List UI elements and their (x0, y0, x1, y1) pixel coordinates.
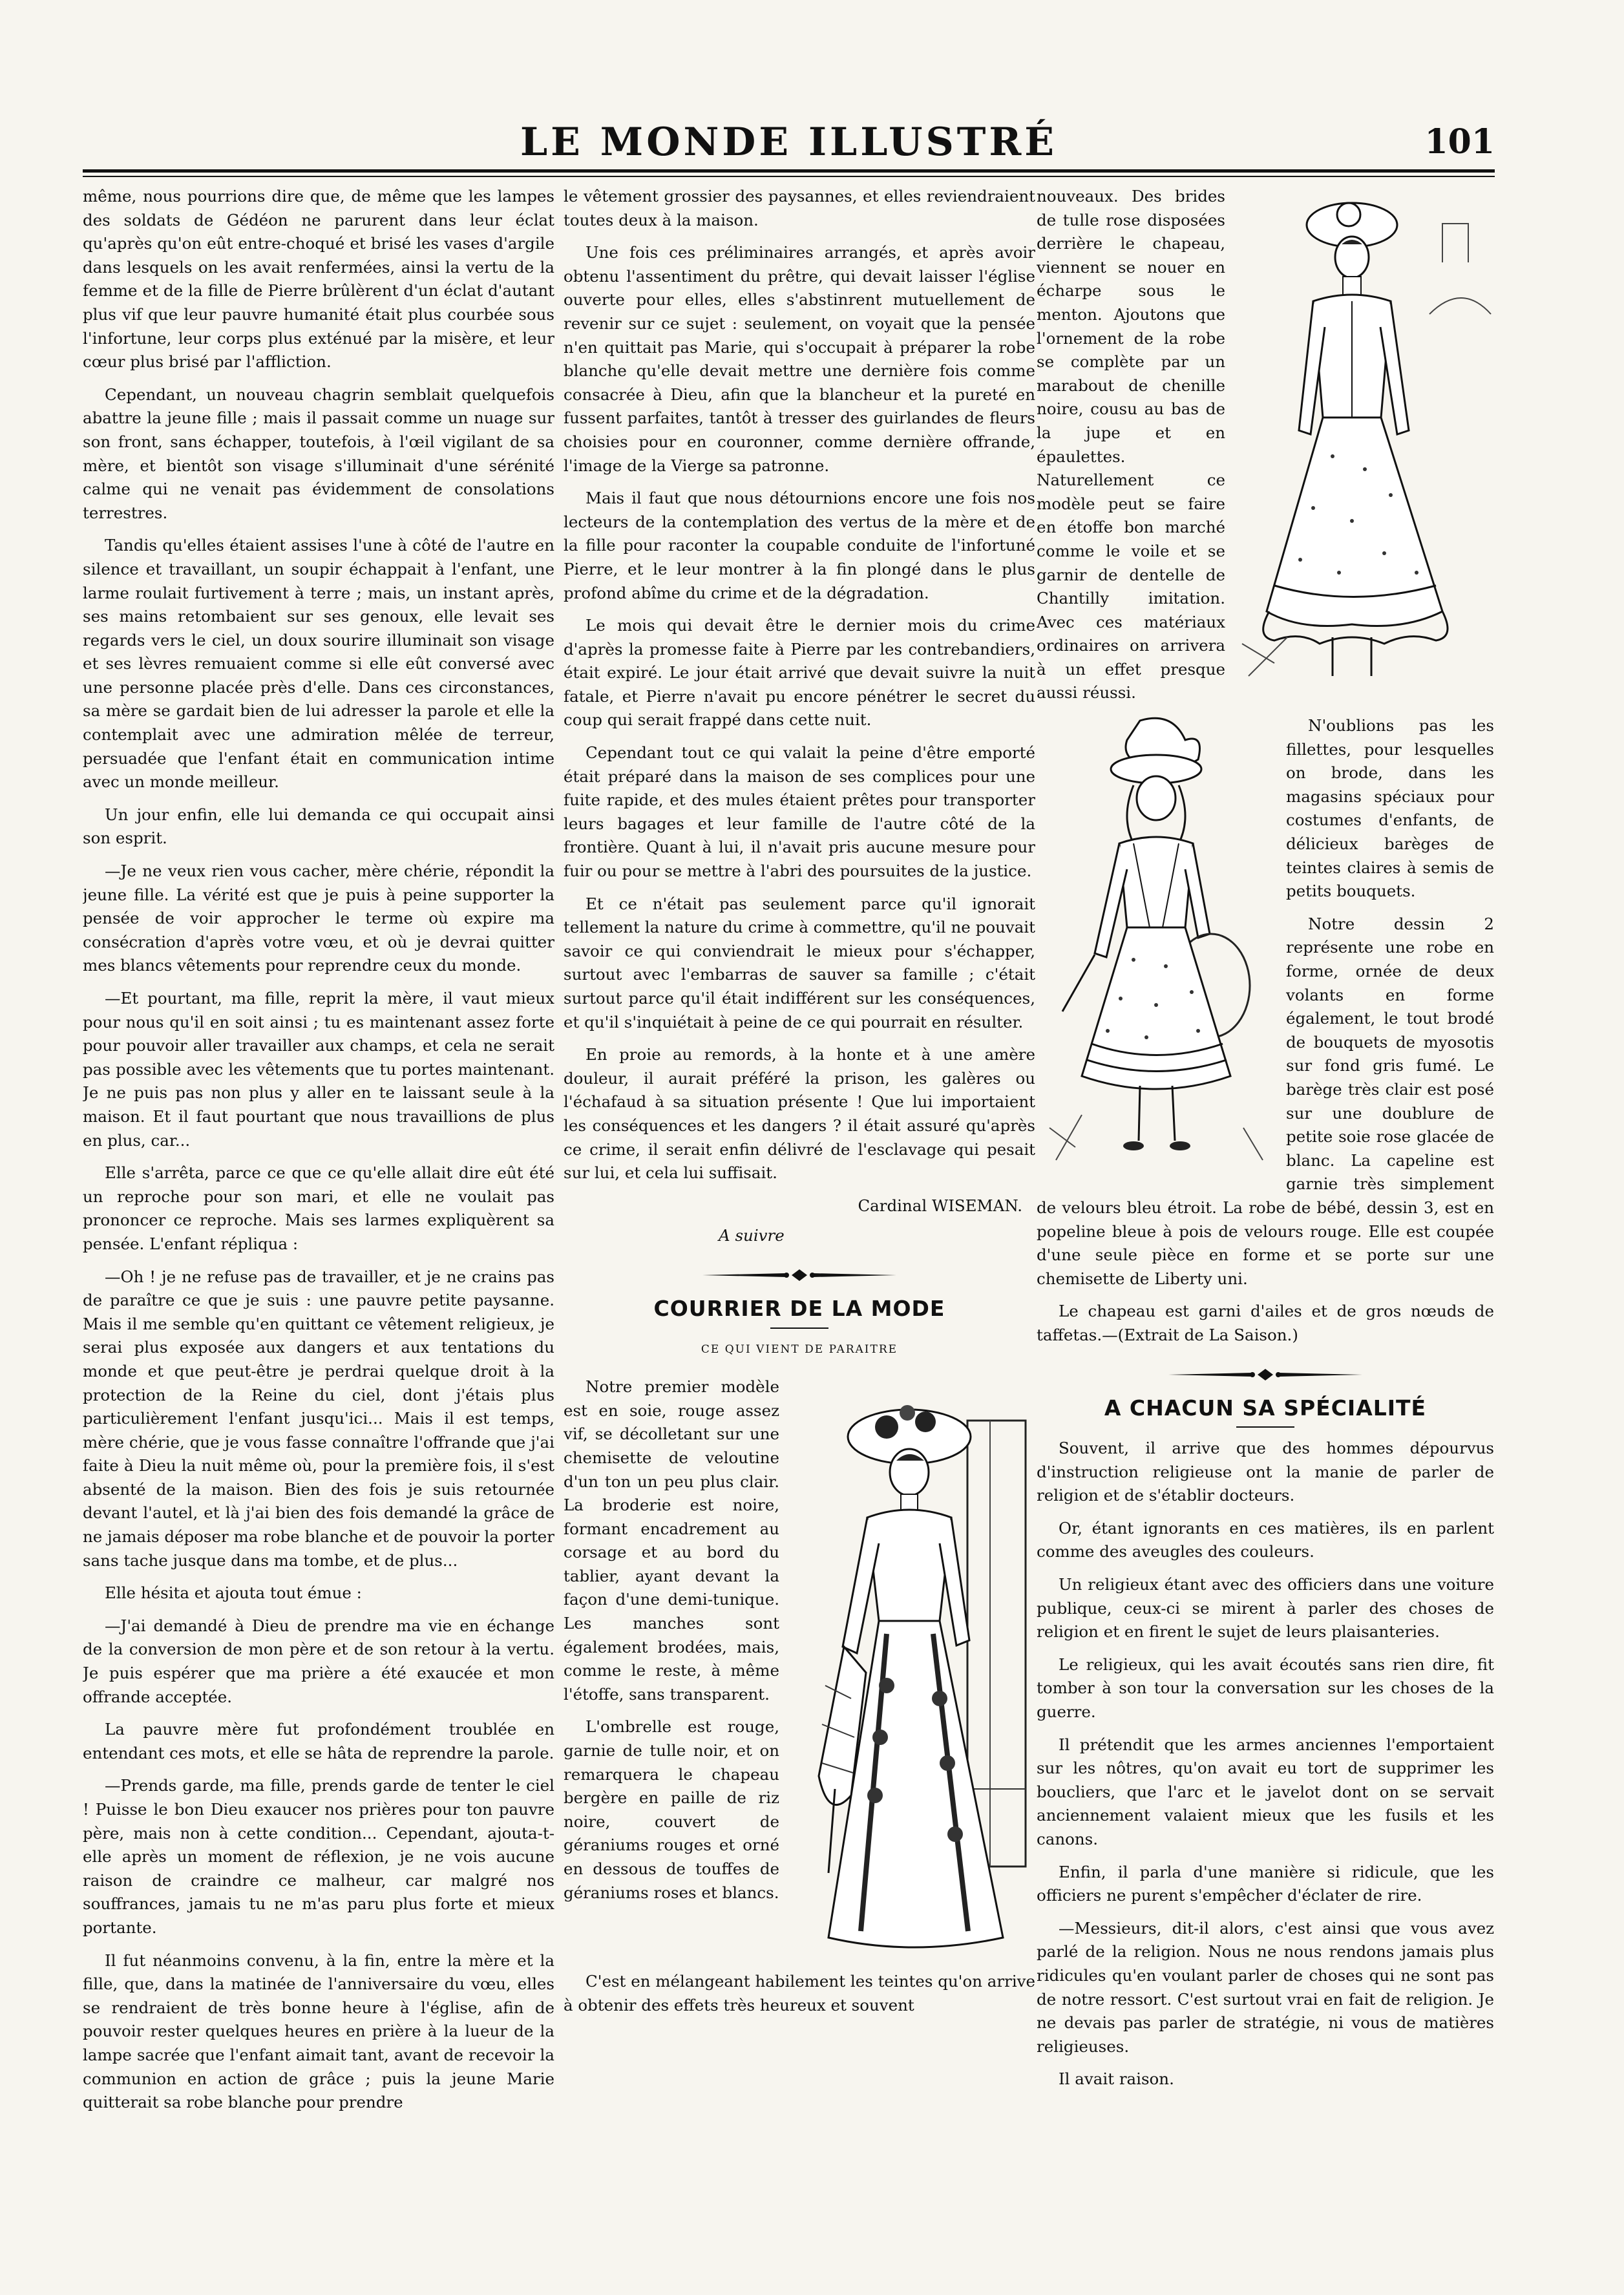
ornamental-separator (690, 1267, 909, 1283)
header-rule-thick (83, 169, 1495, 173)
paragraph: Elle s'arrêta, parce ce que ce qu'elle allait dire eût été un reproche pour son mari, et elle ne voulait pas prononcer ce reproche. Mais ses larmes expliquèrent sa pensée. L'enfant répliqua : (83, 1163, 554, 1253)
section-subtitle: CE QUI VIENT DE PARAITRE (701, 1342, 898, 1356)
paragraph: Cependant tout ce qui valait la peine d'être emporté était préparé dans la maison de ses complices pour une fuite rapide, et des mules étaient prêtes pour transporter leurs bagages et leur famille de l'autre côté de la frontière. Quant à lui, il n'avait pris aucune mesure pour fuir ou pour se mettre à l'abri des poursuites de la justice. (564, 743, 1035, 881)
paragraph: Le chapeau est garni d'ailes et de gros nœuds de taffetas.—(Extrait de La Saison.) (1037, 1302, 1494, 1344)
page-number: 101 (1424, 122, 1495, 162)
paragraph: Une fois ces préliminaires arrangés, et après avoir obtenu l'assentiment du prêtre, qui devait laisser l'église ouverte pour elles, elles s'abstinrent mutuellement de revenir sur ce sujet : seulement, on voyait que la pensée n'en quittait pas Marie, qui s'occupait à préparer la robe blanche qu'elle devait mettre une dernière fois comme consacrée à Dieu, afin que la blancheur et la pureté en fussent parfaites, tantôt à tresser des guirlandes de fleurs choisies pour en couronner, comme dernière offrande, l'image de la Vierge sa patronne. (564, 243, 1035, 475)
column-3 (1037, 185, 1494, 2130)
paragraph: Tandis qu'elles étaient assises l'une à côté de l'autre en silence et travaillant, un soupir échappait à l'enfant, une larme roulait furtivement à terre ; mais, un instant après, ses mains retombaient sur ses genoux, elle levait ses regards vers le ciel, un doux sourire illuminait son visage et ses lèvres remuaient comme si elle eût conversé avec une personne placée près d'elle. Dans ces circonstances, sa mère se gardait bien de lui adresser la parole et elle la contemplait avec une admiration mêlée de terreur, persuadée que l'enfant était en communication intime avec un monde meilleur. (83, 536, 554, 792)
paragraph: Notre dessin 2 représente une robe en forme, ornée de deux volants en forme également, le tout brodé de bouquets de myosotis sur fond gris fumé. Le barège très clair est posé sur une doublure de petite soie rose glacée de blanc. La capeline est garnie très simplement de velours bleu étroit. La robe de bébé, dessin 3, est en popeline bleue à pois de velours rouge. Elle est coupée d'une seule pièce en forme et se porte sur une chemisette de Liberty uni. (1037, 914, 1494, 1288)
column-2 (564, 185, 1035, 2130)
paragraph: Et ce n'était pas seulement parce qu'il ignorait tellement la nature du crime à commettre, qu'il ne pouvait savoir ce qui conviendrait le mieux pour s'échapper, surtout avec l'embarras de sauver sa famille ; c'était surtout parce qu'il était indifférent sur les conséquences, et qu'il s'inquiétait à peine de ce qui pourrait en résulter. (564, 894, 1035, 1031)
paragraph: le vêtement grossier des paysannes, et elles reviendraient toutes deux à la maison. (564, 187, 1035, 229)
fashion-illustration-1 (790, 1375, 1035, 1963)
title-rule (1236, 1426, 1294, 1428)
paragraph: Elle hésita et ajouta tout émue : (105, 1583, 362, 1603)
paragraph: —Oh ! je ne refuse pas de travailler, et je ne crains pas de paraître ce que je suis : une pauvre petite paysanne. Mais il me semble qu'en quittant ce vêtement religieux, je serai plus exposée aux dangers et aux tentations du monde et que peut-être je perdrai quelque droit à la protection de la Reine du ciel, dont j'étais plus particulièrement l'enfant jusqu'ici... Mais il est temps, mère chérie, que je vous fasse connaître l'offrande que j'ai faite à Dieu la nuit même où, pour la première fois, il s'est absenté de la maison. Bien des fois je suis retournée devant l'autel, et là j'ai bien des fois demandé la grâce de ne jamais déposer ma robe blanche et de pouvoir la porter sans tache jusque dans ma tombe, et de plus... (83, 1267, 554, 1570)
title-rule (770, 1327, 828, 1329)
paragraph: —Messieurs, dit-il alors, c'est ainsi que vous avez parlé de la religion. Nous ne nous rendons jamais plus ridicules qu'en voulant parler de choses qui ne sont pas de notre ressort. C'est surtout vrai en fait de religion. Je ne devais pas parler de stratégie, ni vous de matières religieuses. (1037, 1918, 1494, 2056)
paragraph: Le mois qui devait être le dernier mois du crime d'après la promesse faite à Pierre par les contrebandiers, était expiré. Le jour était arrivé que devait suivre la nuit fatale, et Pierre n'avait pu encore pénétrer le secret du coup qui serait frappé dans cette nuit. (564, 616, 1035, 730)
fashion-illustration-3 (1037, 714, 1276, 1174)
paragraph: Mais il faut que nous détournions encore une fois nos lecteurs de la contemplation des vertus de la mère et de la fille pour raconter la coupable conduite de l'infortuné Pierre, et le leur montrer à la fin plongé dans le plus profond abîme du crime et de la dégradation. (564, 489, 1035, 602)
paragraph: Un religieux étant avec des officiers dans une voiture publique, ceux-ci se mirent à parler des choses de religion et en firent le sujet de leurs plaisanteries. (1037, 1575, 1494, 1642)
paragraph: Il avait raison. (1059, 2069, 1174, 2089)
to-be-continued: A suivre (719, 1226, 785, 1245)
paragraph: —Je ne veux rien vous cacher, mère chérie, répondit la jeune fille. La vérité est que je puis à peine supporter la pensée de voir approcher le terme où expire ma consécration d'après votre vœu, et où je devrai quitter mes blancs vêtements pour reprendre ceux du monde. (83, 862, 554, 975)
header-rule-thin (83, 176, 1495, 177)
paragraph: En proie au remords, à la honte et à une amère douleur, il aurait préféré la prison, les galères ou l'échafaud à sa situation présente ! Que lui importaient les conséquences et les dangers ? il était assuré qu'après ce crime, il serait enfin délivré de l'esclavage qui pesait sur lui, et cela lui suffisait. (564, 1045, 1035, 1183)
paragraph: C'est en mélangeant habilement les teintes qu'on arrive à obtenir des effets très heureux et souvent (564, 1972, 1035, 2015)
paragraph: N'oublions pas les fillettes, pour lesquelles on brode, dans les magasins spéciaux pour costumes d'enfants, de délicieux barèges de teintes claires à semis de petits bouquets. (1286, 716, 1494, 901)
paragraph: L'ombrelle est rouge, garnie de tulle noir, et on remarquera le chapeau bergère en paille de riz noire, couvert de géraniums rouges et orné en dessous de touffes de géraniums roses et blancs. (564, 1717, 779, 1902)
paragraph: Il fut néanmoins convenu, à la fin, entre la mère et la fille, que, dans la matinée de l'anniversaire du vœu, elles se rendraient de très bonne heure à l'église, afin de pouvoir rester quelques heures en prière à la lueur de la lampe sacrée que l'enfant aimait tant, avant de recevoir la communion en action de grâce ; puis la jeune Marie quitterait sa robe blanche pour prendre (83, 1951, 554, 2112)
paragraph: Notre premier modèle est en soie, rouge assez vif, se décolletant sur une chemisette de veloutine d'un ton un peu plus clair. La broderie est noire, formant encadrement au corsage et au bord du tablier, ayant devant la façon d'une demi-tunique. Les manches sont également brodées, mais, comme le reste, à même l'étoffe, sans transparent. (564, 1377, 779, 1704)
section-title-chacun: A CHACUN SA SPÉCIALITÉ (1104, 1395, 1427, 1421)
paragraph: —J'ai demandé à Dieu de prendre ma vie en échange de la conversion de mon père et de son retour à la vertu. Je puis espérer que ma prière a été exaucée et mon offrande acceptée. (83, 1616, 554, 1706)
paragraph: Or, étant ignorants en ces matières, ils en parlent comme des aveugles des couleurs. (1037, 1518, 1494, 1561)
page-header (83, 120, 1495, 165)
paragraph: Souvent, il arrive que des hommes dépourvus d'instruction religieuse ont la manie de parler de religion et de s'établir docteurs. (1037, 1439, 1494, 1505)
paragraph: Il prétendit que les armes anciennes l'emportaient sur les nôtres, qu'on avait eu tort de supprimer les boucliers, que l'arc et le javelot dont on se servait anciennement valaient mieux que les fusils et les canons. (1037, 1735, 1494, 1848)
paragraph: Le religieux, qui les avait écoutés sans rien dire, fit tomber à son tour la conversation sur les choses de la guerre. (1037, 1655, 1494, 1722)
paragraph: —Et pourtant, ma fille, reprit la mère, il vaut mieux pour nous qu'il en soit ainsi ; tu es maintenant assez forte pour pouvoir aller travailler aux champs, et cela ne serait pas possible avec les vêtements que tu portes maintenant. Je ne puis pas non plus y aller en te laissant seule à la maison. Et il faut pourtant que nous travaillions de plus en plus, car... (83, 989, 554, 1150)
fashion-illustration-2 (1236, 185, 1494, 682)
paragraph: La pauvre mère fut profondément troublée en entendant ces mots, et elle se hâta de reprendre la parole. (83, 1720, 554, 1762)
column-1 (83, 185, 554, 2130)
paragraph: Un jour enfin, elle lui demanda ce qui occupait ainsi son esprit. (83, 805, 554, 848)
section-title-courrier: COURRIER DE LA MODE (653, 1295, 945, 1321)
paragraph: même, nous pourrions dire que, de même que les lampes des soldats de Gédéon ne parurent dans leur éclat qu'après qu'on eût entre-choqué et brisé les vases d'argile dans lesquels on les avait renfermées, ainsi la vertu de la femme et de la fille de Pierre brûlèrent d'un éclat d'autant plus vif que leur pauvre humanité était plus courbée sous l'infortune, leur corps plus exténué par la misère, et leur cœur plus brisé par l'affliction. (83, 187, 554, 372)
ornamental-separator (1155, 1367, 1375, 1382)
author-signature: Cardinal WISEMAN. (858, 1196, 1022, 1215)
paragraph: —Prends garde, ma fille, prends garde de tenter le ciel ! Puisse le bon Dieu exaucer nos prières pour ton pauvre père, mais non à cette condition... Cependant, ajouta-t-elle après un moment de réflexion, je ne vois aucune raison de craindre ce malheur, car malgré nos souffrances, jamais tu ne m'as paru plus forte et mieux portante. (83, 1776, 554, 1937)
masthead: LE MONDE ILLUSTRÉ (520, 120, 1058, 165)
paragraph: Cependant, un nouveau chagrin semblait quelquefois abattre la jeune fille ; mais il passait comme un nuage sur son front, sans échapper, toutefois, à l'œil vigilant de sa mère, et bientôt son visage s'illuminait d'une sérénité calme qui ne venait pas évidemment de consolations terrestres. (83, 385, 554, 522)
paragraph: Enfin, il parla d'une manière si ridicule, que les officiers ne purent s'empêcher d'éclater de rire. (1037, 1862, 1494, 1905)
paragraph: nouveaux. Des brides de tulle rose disposées derrière le chapeau, viennent se nouer en écharpe sous le menton. Ajoutons que l'ornement de la robe se complète par un marabout de chenille noire, cousu au bas de la jupe et en épaulettes. Naturellement ce modèle peut se faire en étoffe bon marché comme le voile et se garnir de dentelle de Chantilly imitation. Avec ces matériaux ordinaires on arrivera à un effet presque aussi réussi. (1037, 187, 1225, 703)
